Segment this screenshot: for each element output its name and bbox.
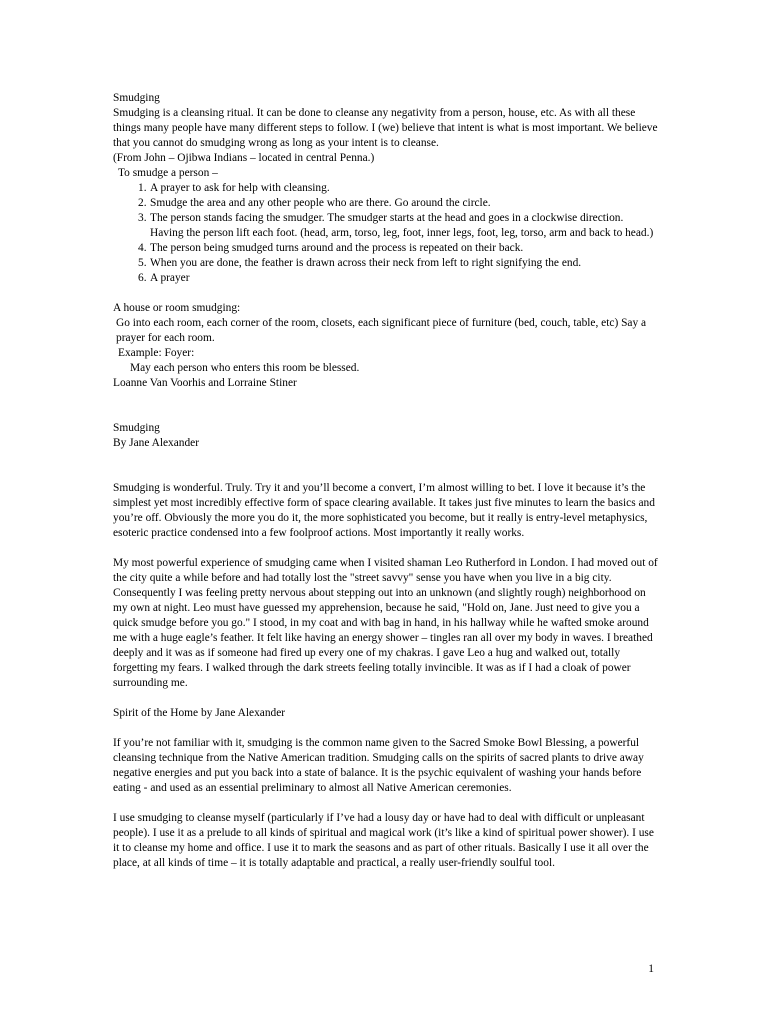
- list-number: 6.: [138, 272, 147, 284]
- spacer: [113, 286, 658, 301]
- byline: By Jane Alexander: [113, 437, 200, 449]
- spacer: [113, 391, 658, 421]
- list-item: [113, 256, 658, 271]
- list-number: 5.: [138, 257, 147, 269]
- list-item: [113, 271, 658, 286]
- page-content: [113, 91, 658, 871]
- body-paragraph: If you’re not familiar with it, smudging is the common name given to the Sacred Smoke Bowl Blessing, a powerful cleansing technique from the Native American tradition. Smudging calls on the spirits of sacred plants to drive away negative energies and put you back into a state of balance. It is the psychic equivalent of washing your hands before eating - and used as an essential preliminary to almost all Native American ceremonies.: [113, 737, 644, 794]
- authors-line: Loanne Van Voorhis and Lorraine Stiner: [113, 377, 297, 389]
- list-text: The person being smudged turns around and the process is repeated on their back.: [150, 242, 524, 254]
- list-number: 1.: [138, 182, 147, 194]
- list-text: A prayer to ask for help with cleansing.: [150, 182, 330, 194]
- person-heading: To smudge a person –: [118, 167, 218, 179]
- spacer: [113, 541, 658, 556]
- source-note: (From John – Ojibwa Indians – located in central Penna.): [113, 152, 375, 164]
- body-paragraph: Smudging is wonderful. Truly. Try it and you’ll become a convert, I’m almost willing to bet. I love it because it’s the simplest yet most incredibly effective form of space clearing available. It takes just five minutes to learn the basics and you’re off. Obviously the more you do it, the more sophisticated you become, but it really is entry-level metaphysics, esoteric practice condensed into a few foolproof actions. Most importantly it really works.: [113, 482, 655, 539]
- intro-paragraph: Smudging is a cleansing ritual. It can be done to cleanse any negativity from a person, house, etc. As with all these things many people have many different steps to follow. I (we) believe that intent is what is most important. We believe that you cannot do smudging wrong as long as your intent is to cleanse.: [113, 107, 658, 149]
- example-text: May each person who enters this room be blessed.: [130, 362, 360, 374]
- list-item: [113, 181, 658, 196]
- example-label: Example: Foyer:: [118, 347, 195, 359]
- list-text: Smudge the area and any other people who are there. Go around the circle.: [150, 197, 491, 209]
- list-text: A prayer: [150, 272, 190, 284]
- spacer: [113, 691, 658, 706]
- list-text: The person stands facing the smudger. The smudger starts at the head and goes in a clockwise direction. Having the person lift each foot. (head, arm, torso, leg, foot, inner legs, foot, leg, torso, arm and back to head.): [150, 212, 654, 239]
- spacer: [113, 721, 658, 736]
- body-paragraph: My most powerful experience of smudging came when I visited shaman Leo Rutherford in London. I had moved out of the city quite a while before and had totally lost the "street savvy" sense you have when you live in a big city. Consequently I was feeling pretty nervous about stepping out into an unknown (and slightly rough) neighborhood on my own at night. Leo must have guessed my apprehension, because he said, "Hold on, Jane. Just need to give you a quick smudge before you go." I stood, in my coat and with bag in hand, in his hallway while he wafted smoke around me with a huge eagle’s feather. It felt like having an energy shower – tingles ran all over my body in waves. I breathed deeply and it was as if someone had fired up every one of my chakras. I gave Leo a hug and walked out, totally forgetting my fears. I walked through the dark streets feeling totally invincible. It was as if I had a cloak of power surrounding me.: [113, 557, 658, 689]
- spacer: [113, 796, 658, 811]
- section-title: Smudging: [113, 422, 160, 434]
- list-number: 4.: [138, 242, 147, 254]
- section-title: Smudging: [113, 92, 160, 104]
- body-paragraph: I use smudging to cleanse myself (particularly if I’ve had a lousy day or have had to deal with difficult or unpleasant people). I use it as a prelude to all kinds of spiritual and magical work (it’s like a kind of spiritual power shower). I use it to cleanse my home and office. I use it to mark the seasons and as part of other rituals. Basically I use it all over the place, at all kinds of time – it is totally adaptable and practical, a really user-friendly soulful tool.: [113, 812, 654, 869]
- list-item: [113, 241, 658, 256]
- page-number: 1: [648, 963, 654, 975]
- list-item: [113, 196, 658, 211]
- smudge-steps-list: [113, 181, 658, 286]
- house-heading: A house or room smudging:: [113, 302, 241, 314]
- list-text: When you are done, the feather is drawn across their neck from left to right signifying the end.: [150, 257, 582, 269]
- list-number: 3.: [138, 212, 147, 224]
- list-item: [113, 211, 658, 241]
- list-number: 2.: [138, 197, 147, 209]
- spacer: [113, 451, 658, 481]
- house-paragraph: Go into each room, each corner of the room, closets, each significant piece of furniture (bed, couch, table, etc) Say a prayer for each room.: [116, 317, 647, 344]
- subheading: Spirit of the Home by Jane Alexander: [113, 707, 286, 719]
